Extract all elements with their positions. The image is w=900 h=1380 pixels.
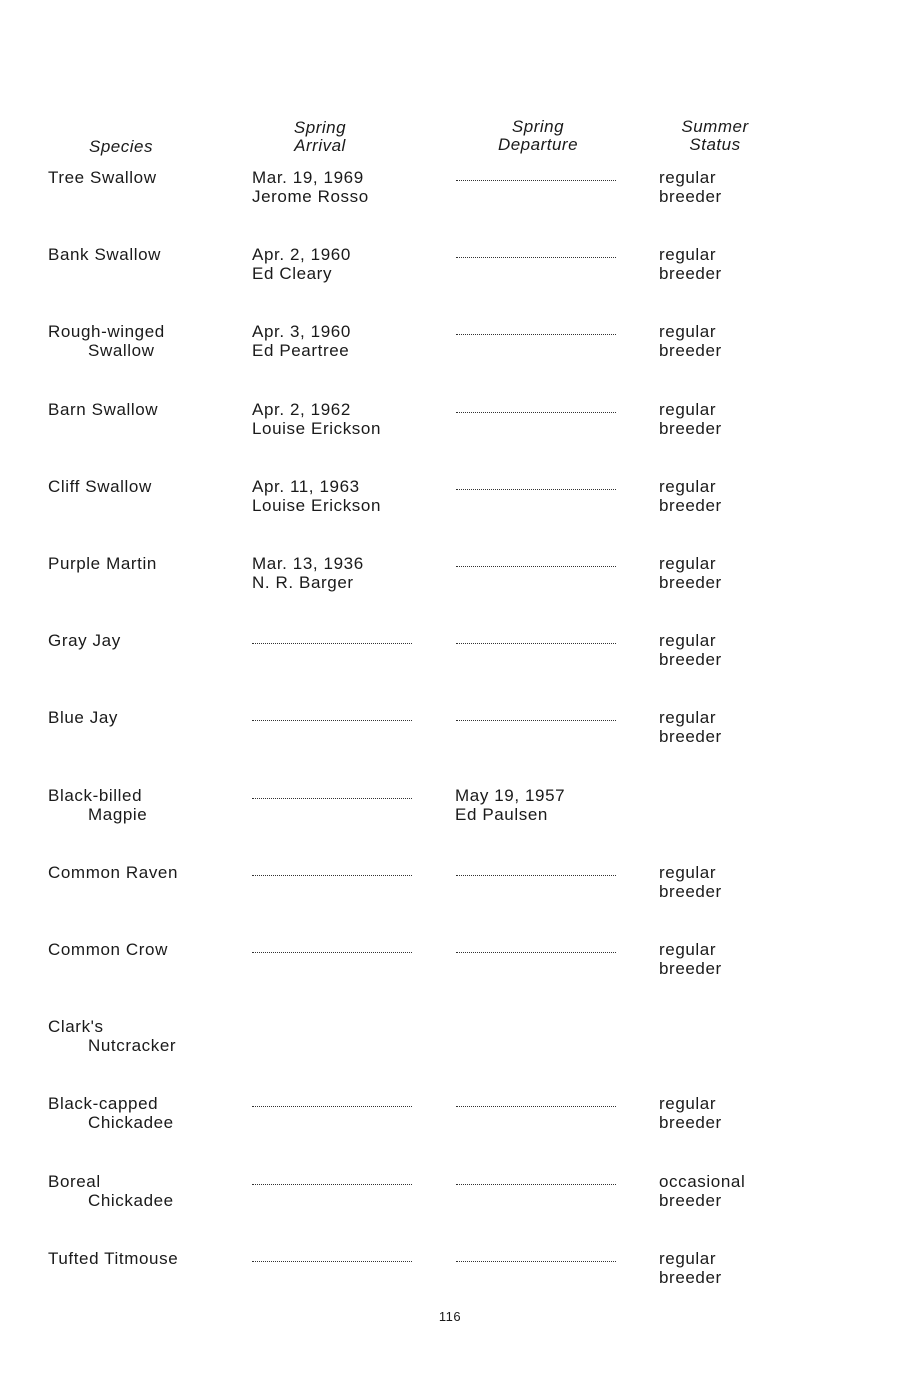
header-departure-line-2: Departure bbox=[497, 135, 579, 154]
table-row bbox=[0, 941, 900, 1001]
departure-blank-dotted-line bbox=[456, 643, 616, 644]
table-row bbox=[0, 1095, 900, 1155]
status-line: breeder bbox=[659, 881, 722, 901]
table-row bbox=[0, 709, 900, 769]
arrival-line: Mar. 19, 1969 bbox=[252, 168, 364, 187]
departure-line: Ed Paulsen bbox=[455, 804, 548, 824]
species-line: Black-billed bbox=[48, 786, 143, 805]
status-line: occasional bbox=[659, 1172, 746, 1191]
status-cell bbox=[659, 941, 799, 978]
arrival-cell bbox=[252, 246, 442, 283]
status-cell bbox=[659, 169, 799, 206]
species-line: Common Crow bbox=[48, 940, 168, 959]
status-cell bbox=[659, 323, 799, 360]
table-row bbox=[0, 246, 900, 306]
status-cell bbox=[659, 246, 799, 283]
table-row bbox=[0, 401, 900, 461]
header-arrival-line-2: Arrival bbox=[294, 136, 346, 155]
header-species-line: Species bbox=[89, 137, 153, 156]
table-row bbox=[0, 555, 900, 615]
status-line: regular bbox=[659, 322, 717, 341]
status-cell bbox=[659, 1173, 799, 1210]
species-line: Common Raven bbox=[48, 863, 179, 882]
departure-blank-dotted-line bbox=[456, 489, 616, 490]
header-species bbox=[48, 138, 194, 156]
status-cell bbox=[659, 709, 799, 746]
arrival-cell bbox=[252, 323, 442, 360]
departure-blank-dotted-line bbox=[456, 334, 616, 335]
arrival-blank-dotted-line bbox=[252, 798, 412, 799]
table-row bbox=[0, 632, 900, 692]
departure-blank-dotted-line bbox=[456, 180, 616, 181]
arrival-line: Jerome Rosso bbox=[252, 186, 369, 206]
arrival-blank-dotted-line bbox=[252, 952, 412, 953]
arrival-blank-dotted-line bbox=[252, 875, 412, 876]
status-line: regular bbox=[659, 245, 717, 264]
status-cell bbox=[659, 401, 799, 438]
arrival-cell bbox=[252, 555, 442, 592]
species-line: Chickadee bbox=[88, 1190, 174, 1210]
status-line: breeder bbox=[659, 1267, 722, 1287]
status-line: breeder bbox=[659, 263, 722, 283]
departure-blank-dotted-line bbox=[456, 952, 616, 953]
species-cell bbox=[48, 709, 248, 728]
table-row bbox=[0, 1173, 900, 1233]
header-status-line-1: Summer bbox=[681, 117, 749, 136]
status-line: regular bbox=[659, 168, 717, 187]
status-line: breeder bbox=[659, 418, 722, 438]
departure-blank-dotted-line bbox=[456, 1106, 616, 1107]
departure-blank-dotted-line bbox=[456, 566, 616, 567]
status-cell bbox=[659, 1095, 799, 1132]
species-line: Clark's bbox=[48, 1017, 104, 1036]
arrival-cell bbox=[252, 401, 442, 438]
arrival-line: N. R. Barger bbox=[252, 572, 354, 592]
table-row bbox=[0, 1250, 900, 1310]
header-spring-arrival bbox=[252, 119, 388, 155]
status-cell bbox=[659, 478, 799, 515]
species-line: Rough-winged bbox=[48, 322, 165, 341]
status-line: breeder bbox=[659, 649, 722, 669]
species-cell bbox=[48, 941, 248, 960]
species-cell bbox=[48, 787, 248, 824]
arrival-blank-dotted-line bbox=[252, 1261, 412, 1262]
species-cell bbox=[48, 632, 248, 651]
species-line: Nutcracker bbox=[88, 1035, 177, 1055]
arrival-cell bbox=[252, 478, 442, 515]
status-cell bbox=[659, 632, 799, 669]
header-summer-status bbox=[660, 118, 770, 154]
departure-line: May 19, 1957 bbox=[455, 786, 566, 805]
species-cell bbox=[48, 401, 248, 420]
species-cell bbox=[48, 323, 248, 360]
arrival-line: Louise Erickson bbox=[252, 495, 382, 515]
status-line: breeder bbox=[659, 1190, 722, 1210]
arrival-blank-dotted-line bbox=[252, 720, 412, 721]
status-line: regular bbox=[659, 940, 717, 959]
status-line: breeder bbox=[659, 340, 722, 360]
status-line: regular bbox=[659, 631, 717, 650]
status-line: regular bbox=[659, 400, 717, 419]
departure-blank-dotted-line bbox=[456, 1261, 616, 1262]
species-cell bbox=[48, 1095, 248, 1132]
arrival-blank-dotted-line bbox=[252, 1106, 412, 1107]
status-line: breeder bbox=[659, 495, 722, 515]
departure-blank-dotted-line bbox=[456, 720, 616, 721]
arrival-line: Ed Peartree bbox=[252, 340, 350, 360]
status-line: regular bbox=[659, 554, 717, 573]
species-cell bbox=[48, 478, 248, 497]
header-spring-departure bbox=[470, 118, 606, 154]
arrival-blank-dotted-line bbox=[252, 1184, 412, 1185]
species-cell bbox=[48, 555, 248, 574]
species-line: Gray Jay bbox=[48, 631, 121, 650]
header-arrival-line-1: Spring bbox=[293, 118, 347, 137]
departure-blank-dotted-line bbox=[456, 412, 616, 413]
status-line: regular bbox=[659, 863, 717, 882]
status-cell bbox=[659, 864, 799, 901]
species-cell bbox=[48, 1018, 248, 1055]
species-line: Boreal bbox=[48, 1172, 101, 1191]
arrival-line: Louise Erickson bbox=[252, 418, 382, 438]
page-number: 116 bbox=[438, 1309, 462, 1324]
species-line: Magpie bbox=[88, 804, 148, 824]
status-line: breeder bbox=[659, 572, 722, 592]
arrival-cell bbox=[252, 169, 442, 206]
species-line: Cliff Swallow bbox=[48, 477, 152, 496]
table-row bbox=[0, 169, 900, 229]
species-cell bbox=[48, 1173, 248, 1210]
species-line: Tufted Titmouse bbox=[48, 1249, 179, 1268]
species-line: Swallow bbox=[88, 340, 155, 360]
species-line: Barn Swallow bbox=[48, 400, 159, 419]
departure-blank-dotted-line bbox=[456, 875, 616, 876]
species-line: Black-capped bbox=[48, 1094, 159, 1113]
status-line: regular bbox=[659, 708, 717, 727]
header-departure-line-1: Spring bbox=[511, 117, 565, 136]
species-line: Purple Martin bbox=[48, 554, 157, 573]
arrival-line: Apr. 3, 1960 bbox=[252, 322, 351, 341]
status-line: regular bbox=[659, 477, 717, 496]
departure-blank-dotted-line bbox=[456, 257, 616, 258]
table-row bbox=[0, 1018, 900, 1078]
species-line: Bank Swallow bbox=[48, 245, 162, 264]
arrival-line: Apr. 2, 1960 bbox=[252, 245, 351, 264]
species-line: Chickadee bbox=[88, 1112, 174, 1132]
status-line: breeder bbox=[659, 726, 722, 746]
departure-blank-dotted-line bbox=[456, 1184, 616, 1185]
table-row bbox=[0, 323, 900, 383]
status-cell bbox=[659, 1250, 799, 1287]
status-line: breeder bbox=[659, 186, 722, 206]
table-row bbox=[0, 864, 900, 924]
species-cell bbox=[48, 1250, 248, 1269]
species-line: Blue Jay bbox=[48, 708, 119, 727]
status-line: breeder bbox=[659, 1112, 722, 1132]
status-cell bbox=[659, 555, 799, 592]
species-line: Tree Swallow bbox=[48, 168, 157, 187]
status-line: regular bbox=[659, 1094, 717, 1113]
table-row bbox=[0, 478, 900, 538]
species-cell bbox=[48, 169, 248, 188]
departure-cell bbox=[455, 787, 645, 824]
header-status-line-2: Status bbox=[689, 135, 741, 154]
arrival-line: Apr. 2, 1962 bbox=[252, 400, 351, 419]
arrival-line: Mar. 13, 1936 bbox=[252, 554, 364, 573]
status-line: regular bbox=[659, 1249, 717, 1268]
arrival-line: Apr. 11, 1963 bbox=[252, 477, 360, 496]
species-cell bbox=[48, 246, 248, 265]
arrival-line: Ed Cleary bbox=[252, 263, 333, 283]
table-row bbox=[0, 787, 900, 847]
status-line: breeder bbox=[659, 958, 722, 978]
arrival-blank-dotted-line bbox=[252, 643, 412, 644]
species-cell bbox=[48, 864, 248, 883]
